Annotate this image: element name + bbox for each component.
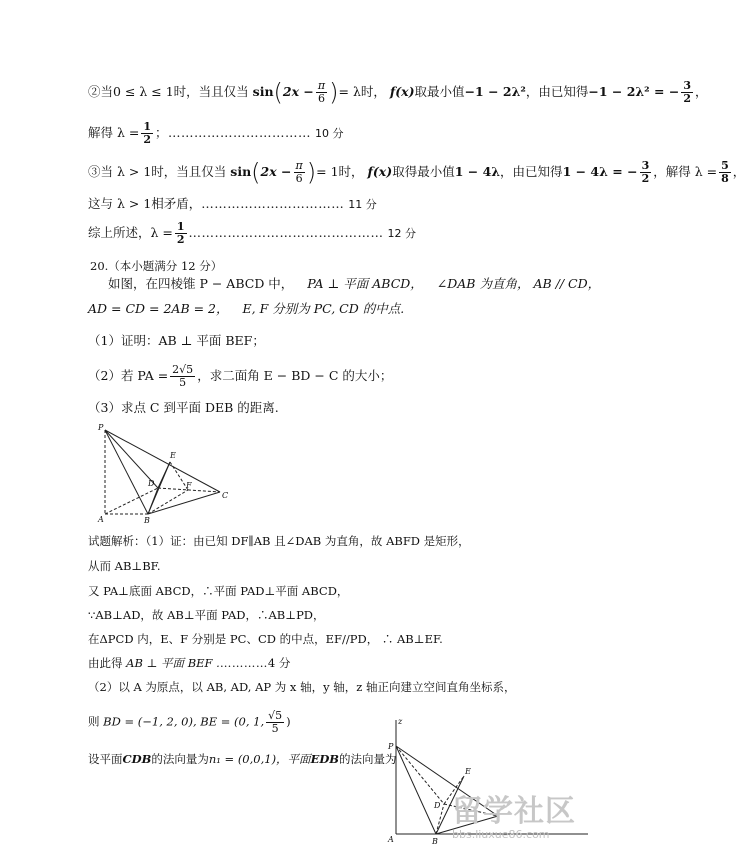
label-d: D (148, 479, 155, 488)
case3-pi-over-6 (294, 160, 305, 185)
label-b: B (144, 516, 150, 525)
frac-num: 3 (641, 159, 650, 172)
frac-den: 6 (295, 172, 303, 185)
analysis-l6-lead: 由此得 (88, 656, 123, 670)
q20-subq2 (88, 364, 392, 389)
contradict-dots: …………………………… (201, 196, 345, 211)
label-c: C (222, 491, 229, 500)
case2-pi-over-6 (316, 80, 327, 105)
analysis-l9-a: 设平面 (88, 752, 123, 766)
frac-num: π (317, 79, 326, 92)
case2-min-value: −1 − 2λ² (464, 84, 526, 99)
right-paren: ) (329, 78, 339, 107)
case3-known: ，由已知得 (500, 164, 563, 179)
case3-fx: f(x) (367, 164, 393, 179)
frac-num: 1 (176, 220, 185, 233)
q20-premise-e: AD = CD = 2AB = 2， (88, 301, 229, 316)
analysis-l9-edb: EDB (310, 752, 340, 766)
solve1-score: 10 分 (315, 127, 344, 140)
case3-arg-tail: = 1时， (316, 164, 364, 179)
case2-sin: sin (252, 84, 274, 99)
q20-header: 20.（本小题满分 12 分） (90, 259, 223, 273)
analysis-l9-f: 的法向量为 (339, 752, 397, 766)
frac-den: 8 (721, 172, 729, 185)
case3-min-value: 1 − 4λ (454, 164, 501, 179)
q20-subq1: （1）证明：AB ⊥ 平面 BEF； (88, 333, 265, 348)
label-d: D (434, 801, 441, 810)
contradict-score: 11 分 (348, 198, 377, 211)
edge-pc (105, 430, 220, 492)
case2-fx: f(x) (389, 84, 415, 99)
edge-de (158, 462, 170, 488)
analysis-line2: 从而 AB⊥BF. (88, 559, 161, 573)
q20-premise-a: 如图，在四棱锥 P − ABCD 中， (108, 276, 294, 291)
label-e: E (170, 451, 176, 460)
frac-num: 2√5 (172, 363, 194, 376)
case3-line (88, 160, 745, 185)
contradict-text: 这与 λ > 1相矛盾， (88, 196, 202, 211)
frac-num: √5 (268, 709, 283, 722)
case2-tail: ， (694, 84, 708, 99)
case2-condition: 当0 ≤ λ ≤ 1时，当且仅当 (100, 84, 249, 99)
frac-den: 5 (179, 376, 187, 389)
analysis-line5: 在ΔPCD 内，E、F 分别是 PC、CD 的中点，EF//PD， ∴ AB⊥EF. (88, 632, 443, 646)
case3-min-text: 取得最小值 (392, 164, 455, 179)
q20-pa-frac (170, 364, 195, 389)
frac-den: 5 (271, 722, 279, 735)
summary-line (88, 221, 416, 246)
label-e: E (465, 767, 471, 776)
case2-arg: 2x − (282, 84, 314, 99)
solve1-dots: ；…………………………… (155, 125, 312, 140)
frac-den: 2 (641, 172, 650, 185)
case2-min-text: 取最小值 (414, 84, 465, 99)
frac-num: 1 (143, 120, 151, 133)
case2-marker: ② (88, 84, 101, 99)
q20-premise-d: AB // CD， (533, 276, 601, 291)
left-paren: ( (273, 78, 283, 107)
case2-3-over-2 (681, 80, 693, 105)
label-z: z (398, 717, 403, 726)
label-p: P (388, 742, 394, 751)
analysis-line7: （2）以 A 为原点，以 AB, AD, AP 为 x 轴，y 轴，z 轴正向建立空间直角坐标系， (88, 680, 516, 694)
case2-arg-tail: = λ时， (338, 84, 386, 99)
solve1-frac (141, 121, 153, 146)
case3-condition: 当 λ > 1时，当且仅当 (100, 164, 227, 179)
frac-num: 5 (721, 159, 729, 172)
pyramid-figure (96, 422, 236, 530)
right-paren: ) (306, 158, 317, 187)
case2-known: ，由已知得 (525, 84, 589, 99)
analysis-l9-c: 的法向量为 (151, 752, 209, 766)
edge-bf (148, 490, 188, 514)
label-f: F (186, 481, 192, 490)
case3-3-over-2 (640, 160, 652, 185)
analysis-line9 (88, 751, 397, 767)
summary-dots: ……………………………………… (188, 225, 384, 240)
solve1-lead: 解得 λ = (88, 125, 140, 140)
analysis-l8-lead: 则 (88, 714, 100, 729)
frac-den: 2 (143, 133, 151, 146)
solve1-line (88, 121, 344, 146)
label-p: P (98, 423, 104, 432)
frac-den: 2 (176, 233, 185, 246)
label-b: B (432, 837, 438, 846)
q20-premise-line1 (108, 276, 600, 292)
q20-premise-b: PA ⊥ 平面 ABCD， (307, 276, 423, 291)
contradict-line (88, 196, 377, 213)
analysis-l8-close: ) (286, 714, 291, 729)
analysis-line4: ∵AB⊥AD，故 AB⊥平面 PAD，∴AB⊥PD， (88, 608, 325, 622)
analysis-line6 (88, 655, 290, 671)
case3-solve: ，解得 λ = (653, 164, 718, 179)
case3-marker: ③ (88, 164, 101, 179)
left-paren: ( (251, 158, 261, 187)
analysis-l8-vectors: BD = (−1, 2, 0), BE = (0, 1, (103, 714, 265, 729)
summary-frac (175, 221, 187, 246)
q20-subq2-lead: （2）若 PA = (88, 368, 169, 383)
frac-num: π (295, 159, 303, 172)
analysis-l9-cdb: CDB (122, 752, 152, 766)
analysis-l6-dots: ………… (219, 656, 268, 670)
q20-subq2-tail: ，求二面角 E − BD − C 的大小； (197, 368, 393, 383)
case3-sin: sin (230, 164, 252, 179)
label-a: A (388, 835, 394, 844)
analysis-l9-n1: n₁ = (0,0,1)，平面 (208, 752, 311, 766)
analysis-line1: 试题解析：（1）证：由已知 DF∥AB 且∠DAB 为直角，故 ABFD 是矩形， (88, 534, 470, 548)
watermark-logo: 留学社区 (452, 794, 576, 829)
case3-5-over-8 (719, 160, 731, 185)
case2-equation: −1 − 2λ² = − (588, 84, 680, 99)
q20-subq3: （3）求点 C 到平面 DEB 的距离. (88, 400, 279, 415)
analysis-l6-score: 4 分 (267, 656, 291, 670)
case3-arg: 2x − (260, 164, 292, 179)
frac-num: 3 (683, 79, 691, 92)
edge-bc (148, 492, 220, 514)
q20-premise-line2 (88, 301, 404, 317)
analysis-l6-claim: AB ⊥ 平面 BEF . (126, 656, 220, 670)
case2-line (88, 80, 707, 105)
summary-score: 12 分 (387, 227, 417, 240)
frac-den: 2 (683, 92, 691, 105)
q20-premise-c: ∠DAB 为直角， (436, 276, 530, 291)
case3-equation: 1 − 4λ = − (562, 164, 638, 179)
analysis-line8 (88, 710, 291, 735)
case3-tail: ， (732, 164, 745, 179)
summary-lead: 综上所述，λ = (88, 225, 173, 240)
analysis-line3: 又 PA⊥底面 ABCD，∴平面 PAD⊥平面 ABCD， (88, 584, 349, 598)
analysis-l8-frac (266, 710, 284, 735)
q20-premise-f: E, F 分别为 PC, CD 的中点. (242, 301, 405, 316)
edge-pd (396, 746, 444, 804)
edge-pb (105, 430, 148, 514)
watermark-url: bbs.liuxue86.com (452, 828, 550, 841)
label-a: A (98, 515, 104, 524)
frac-den: 6 (318, 92, 326, 105)
